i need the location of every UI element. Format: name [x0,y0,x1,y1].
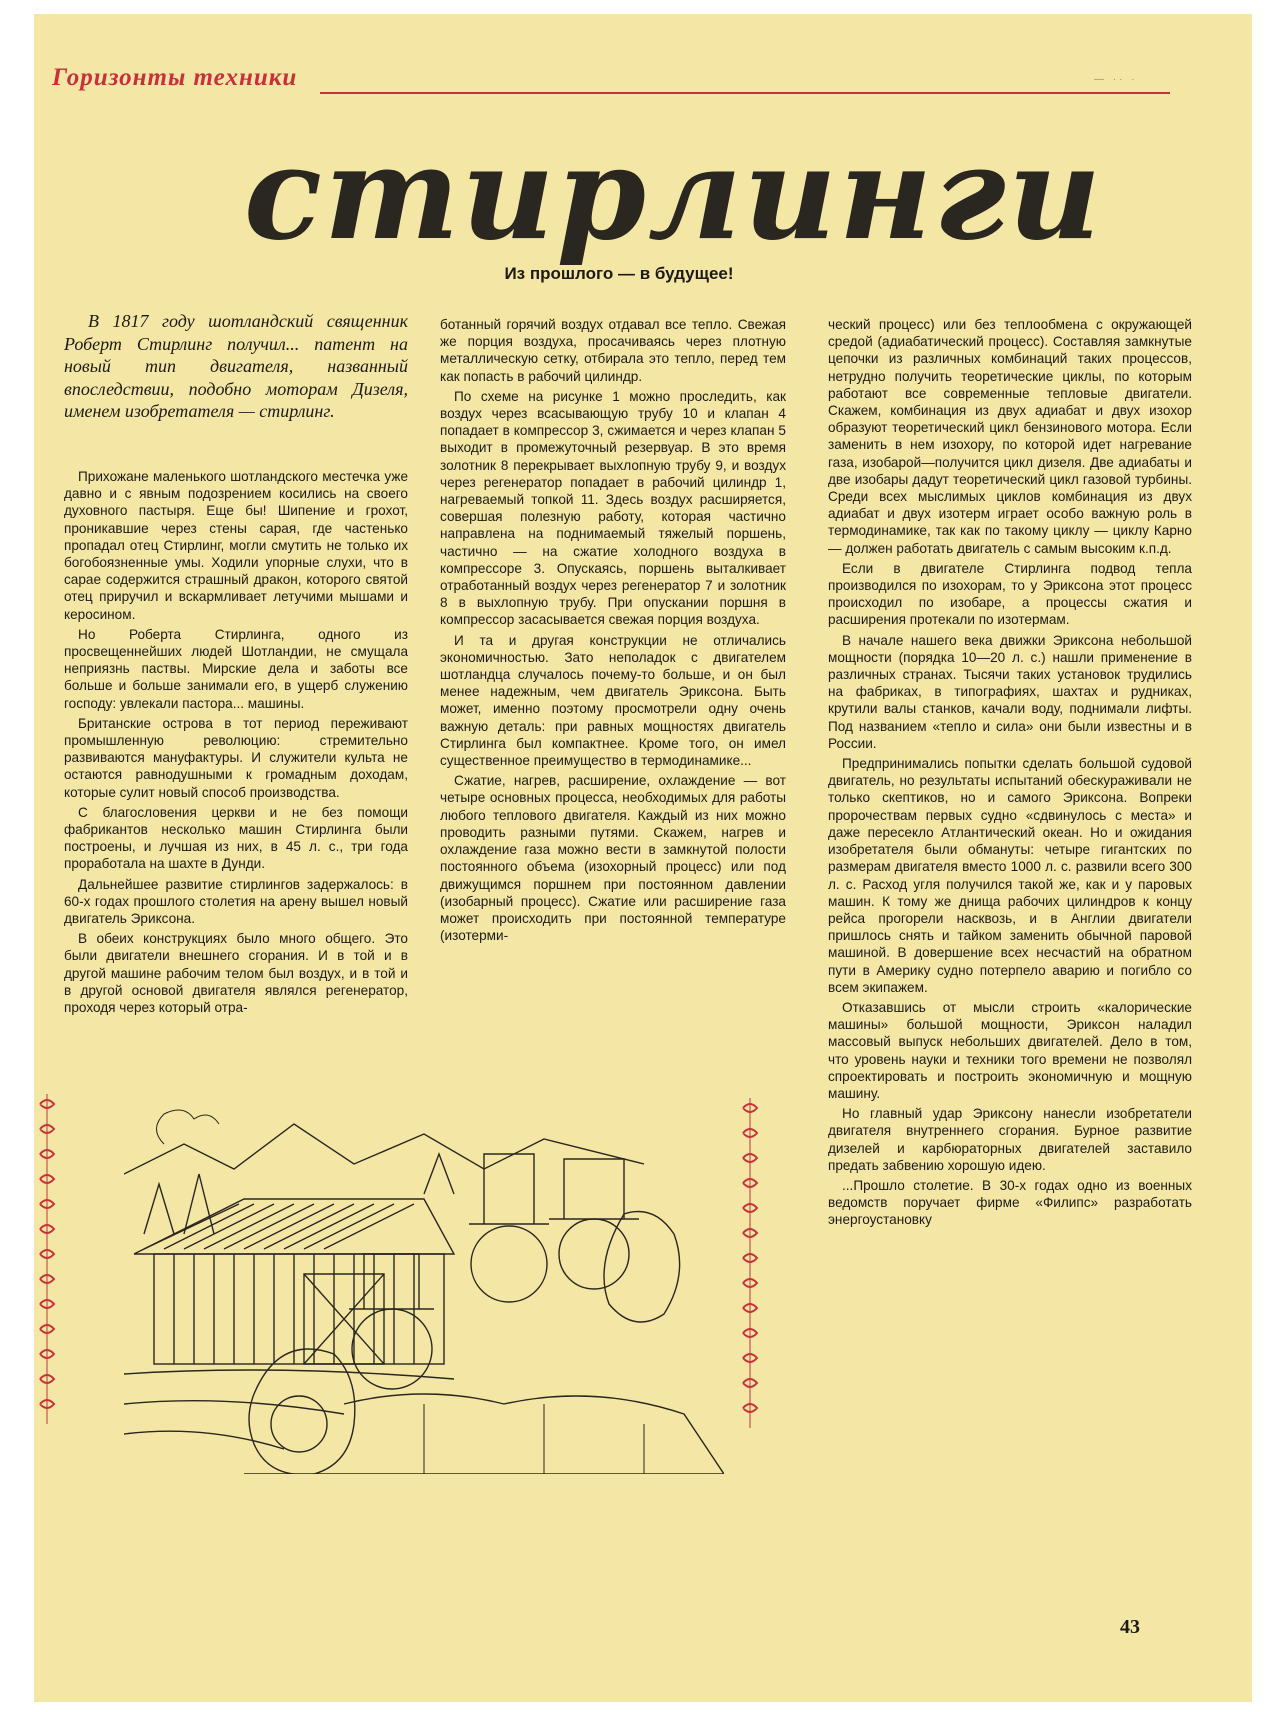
article-lead: В 1817 году шотландский священник Роберт Стирлинг получил... патент на новый тип двигателя, названный впоследствии, подобно моторам Дизеля, именем изобретателя — стирлинг. [64,311,408,421]
paragraph: Отказавшись от мысли строить «калорические машины» большой мощности, Эриксон наладил массовый выпуск небольших двигателей. Дело в том, что уровень науки и техники того времени не позволял спроектировать и построить экономичную и мощную машину. [828,999,1192,1101]
paragraph: ческий процесс) или без теплообмена с окружающей средой (адиабатический процесс). Составляя замкнутые цепочки из различных комбинаций таких процессов, нетрудно получить теоретические циклы, по которым работают все современные тепловые двигатели. Скажем, комбинация из двух адиабат и двух изохор образуют теоретический цикл бензинового мотора. Если заменить в нем изохору, по которой идет нагревание газа, изобарой—получится цикл дизеля. Две адиабаты и две изобары дадут теоретический цикл газовой турбины. Среди всех мыслимых циклов комбинация из двух адиабат и двух изотерм играет особо важную роль в термодинамике, так как по такому циклу — циклу Карно — должен работать двигатель с самым высоким к.п.д. [828,317,1192,556]
paragraph: С благословения церкви и не без помощи фабрикантов несколько машин Стирлинга были построены, и лучшая из них, в 45 л. с., три года проработала на шахте в Дунди. [64,804,408,872]
paragraph: Прихожане маленького шотландского местечка уже давно и с явным подозрением косились на своего духовного пастыря. Еще бы! Шипение и грохот, проникавшие через стены сарая, где частенько пропадал отец Стирлинг, могли смутить не только их богобоязненные умы. Ходили упорные слухи, что в сарае содержится страшный дракон, которого святой отец приручил и вскармливает летучими мышами и керосином. [64,469,408,622]
section-rule [320,92,1170,94]
illustration-spectators [124,1104,724,1474]
section-header [52,64,1202,104]
paragraph: ботанный горячий воздух отдавал все тепло. Свежая же порция воздуха, просачиваясь через плотную металлическую сетку, отбирала это тепло, перед тем как попасть в рабочий цилиндр. [440,317,786,384]
column-2 [440,316,786,947]
paragraph: ...Прошло столетие. В 30-х годах одно из военных ведомств поручает фирме «Филипс» разработать энергоустановку [828,1177,1192,1228]
ornament-strip-right [739,1098,761,1428]
paragraph: Если в двигателе Стирлинга подвод тепла производился по изохорам, то у Эриксона этот процесс происходил по изобаре, а процессы сжатия и расширения протекали по изотермам. [828,560,1192,628]
paragraph: В обеих конструкциях было много общего. Это были двигатели внешнего сгорания. И в той и в другой машине рабочим телом был воздух, и в той и в другой основой двигателя являлся регенератор, проходя через который отра- [64,931,408,1016]
paragraph: Но Роберта Стирлинга, одного из просвещеннейших людей Шотландии, не смущала неприязнь паствы. Мирские дела и заботы все больше и больше занимали его, в ущерб служению господу: увлекали пастора... машины. [64,626,408,711]
section-title: Горизонты техники [52,64,298,91]
paragraph: Предпринимались попытки сделать большой судовой двигатель, но результаты испытаний обескураживали не только скептиков, но и самого Эриксона. Вопреки пророчествам первых судно «сдвинулось с места» и даже пересекло Атлантический океан. Но и ожидания изобретателя были обмануты: четыре гигантских по размерам двигателя вместо 1000 л. с. развили всего 300 л. с. Расход угля получился такой же, как и у паровых машин. К тому же днища рабочих цилиндров к концу рейса прогорели насквозь, и в Англии двигатели пришлось снять и тайком заменить обычной паровой машиной. В довершение всех несчастий на обратном пути в Америку судно потерпело аварию и погибло со всем экипажем. [828,756,1192,995]
paragraph: Но главный удар Эриксону нанесли изобретатели двигателя внутреннего сгорания. Бурное развитие дизелей и карбюраторных двигателей заставило предать забвению хорошую идею. [828,1106,1192,1173]
article-title: стирлинги [244,119,1104,269]
paragraph: Сжатие, нагрев, расширение, охлаждение — вот четыре основных процесса, необходимых для работы любого теплового двигателя. Каждый из них можно проводить разными путями. Скажем, нагрев и охлаждение газа можно вести в замкнутой полости постоянного объема (изохорный процесс) или под движущимся поршнем при постоянном давлении (изобарный процесс). Сжатие или расширение газа может происходить при постоянной температуре (изотерми- [440,773,786,944]
magazine-page [34,14,1252,1702]
paragraph: Дальнейшее развитие стирлингов задержалось: в 60-х годах прошлого столетия на арену вышел новый двигатель Эриксона. [64,876,408,927]
column-1 [64,468,408,1019]
article-subtitle: Из прошлого — в будущее! [504,264,734,283]
column-3 [828,316,1192,1232]
ornament-strip-left [36,1094,58,1424]
page-number: 43 [1120,1616,1140,1638]
paragraph: И та и другая конструкции не отличались экономичностью. Зато неполадок с двигателем шотландца случалось почему-то больше, и он был менее надежным, чем двигатель Эриксона. Быть может, именно поэтому просмотрели одну очень важную деталь: при равных мощностях двигатель Стирлинга был компактнее. Кроме того, он имел существенное преимущество в термодинамике... [440,632,786,769]
paragraph: В начале нашего века движки Эриксона небольшой мощности (порядка 10—20 л. с.) нашли применение в различных странах. Тысячи таких установок трудились на фабриках, в типографиях, шахтах и рудниках, крутили валы станков, качали воду, поднимали лифты. Под названием «тепло и сила» они были известны и в России. [828,632,1192,751]
header-marks: — ·· · [1094,74,1138,85]
paragraph: По схеме на рисунке 1 можно проследить, как воздух через всасывающую трубу 10 и клапан 4 попадает в компрессор 3, сжимается и через клапан 5 выходит в промежуточный резервуар. В это время золотник 8 перекрывает выхлопную трубу 9, и воздух через регенератор попадает в рабочий цилиндр 1, нагреваемый топкой 11. Здесь воздух расширяется, совершая полезную работу, которая частично направлена на поднимаемый тяжелый поршень, частично — на сжатие холодного воздуха в компрессоре 3. Опускаясь, поршень выталкивает отработанный воздух через регенератор 7 и золотник 8 в выхлопную трубу. При опускании поршня в компрессор засасывается свежая порция воздуха. [440,388,786,628]
paragraph: Британские острова в тот период переживают промышленную революцию: стремительно развиваются мануфактуры. И служители культа не остаются равнодушными к громадным доходам, которые сулит новый способ производства. [64,715,408,800]
